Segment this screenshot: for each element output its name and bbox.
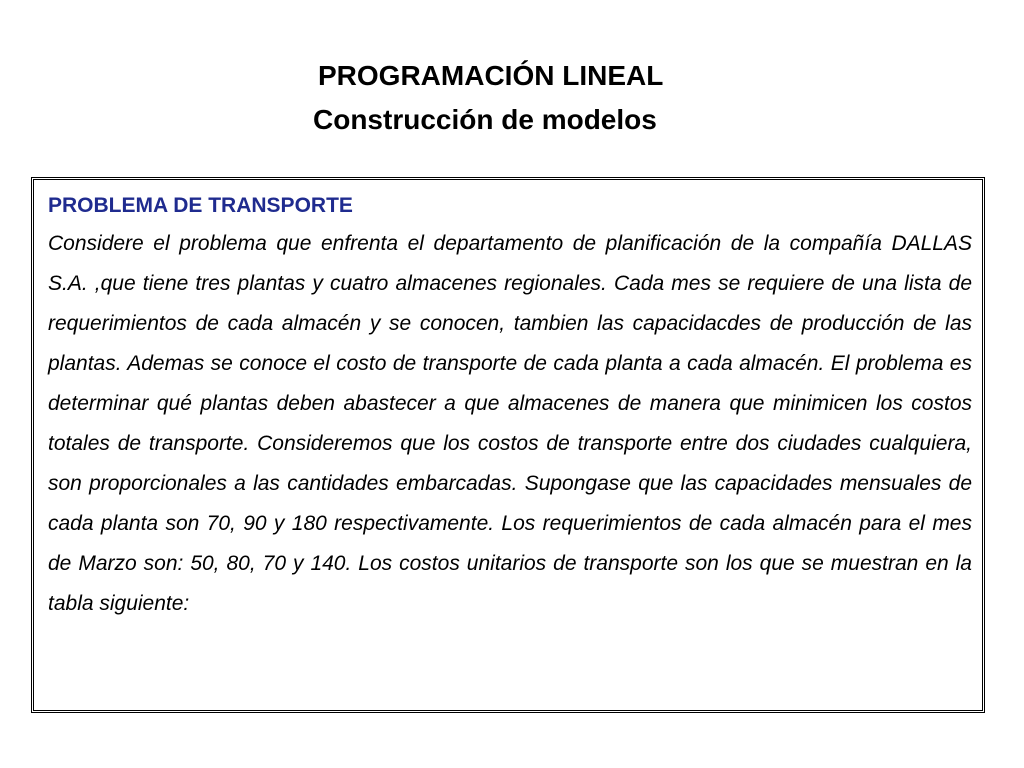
problem-box [31,177,985,713]
problem-heading: PROBLEMA DE TRANSPORTE [48,194,353,217]
slide-subtitle: Construcción de modelos [313,104,657,135]
problem-body: Considere el problema que enfrenta el departamento de planificación de la compañía DALLAS S.A. ,que tiene tres plantas y cuatro almacenes regionales. Cada mes se requiere de una lista de requerimientos de cada almacén y se conocen, tambien las capacidacdes de producción de las plantas. Ademas se conoce el costo de transporte de cada planta a cada almacén. El problema es determinar qué plantas deben abastecer a que almacenes de manera que minimicen los costos totales de transporte. Consideremos que los costos de transporte entre dos ciudades cualquiera, son proporcionales a las cantidades embarcadas. Supongase que las capacidades mensuales de cada planta son 70, 90 y 180 respectivamente. Los requerimientos de cada almacén para el mes de Marzo son: 50, 80, 70 y 140. Los costos unitarios de transporte son los que se muestran en la tabla siguiente: [48,232,972,615]
slide-title: PROGRAMACIÓN LINEAL [318,60,664,91]
